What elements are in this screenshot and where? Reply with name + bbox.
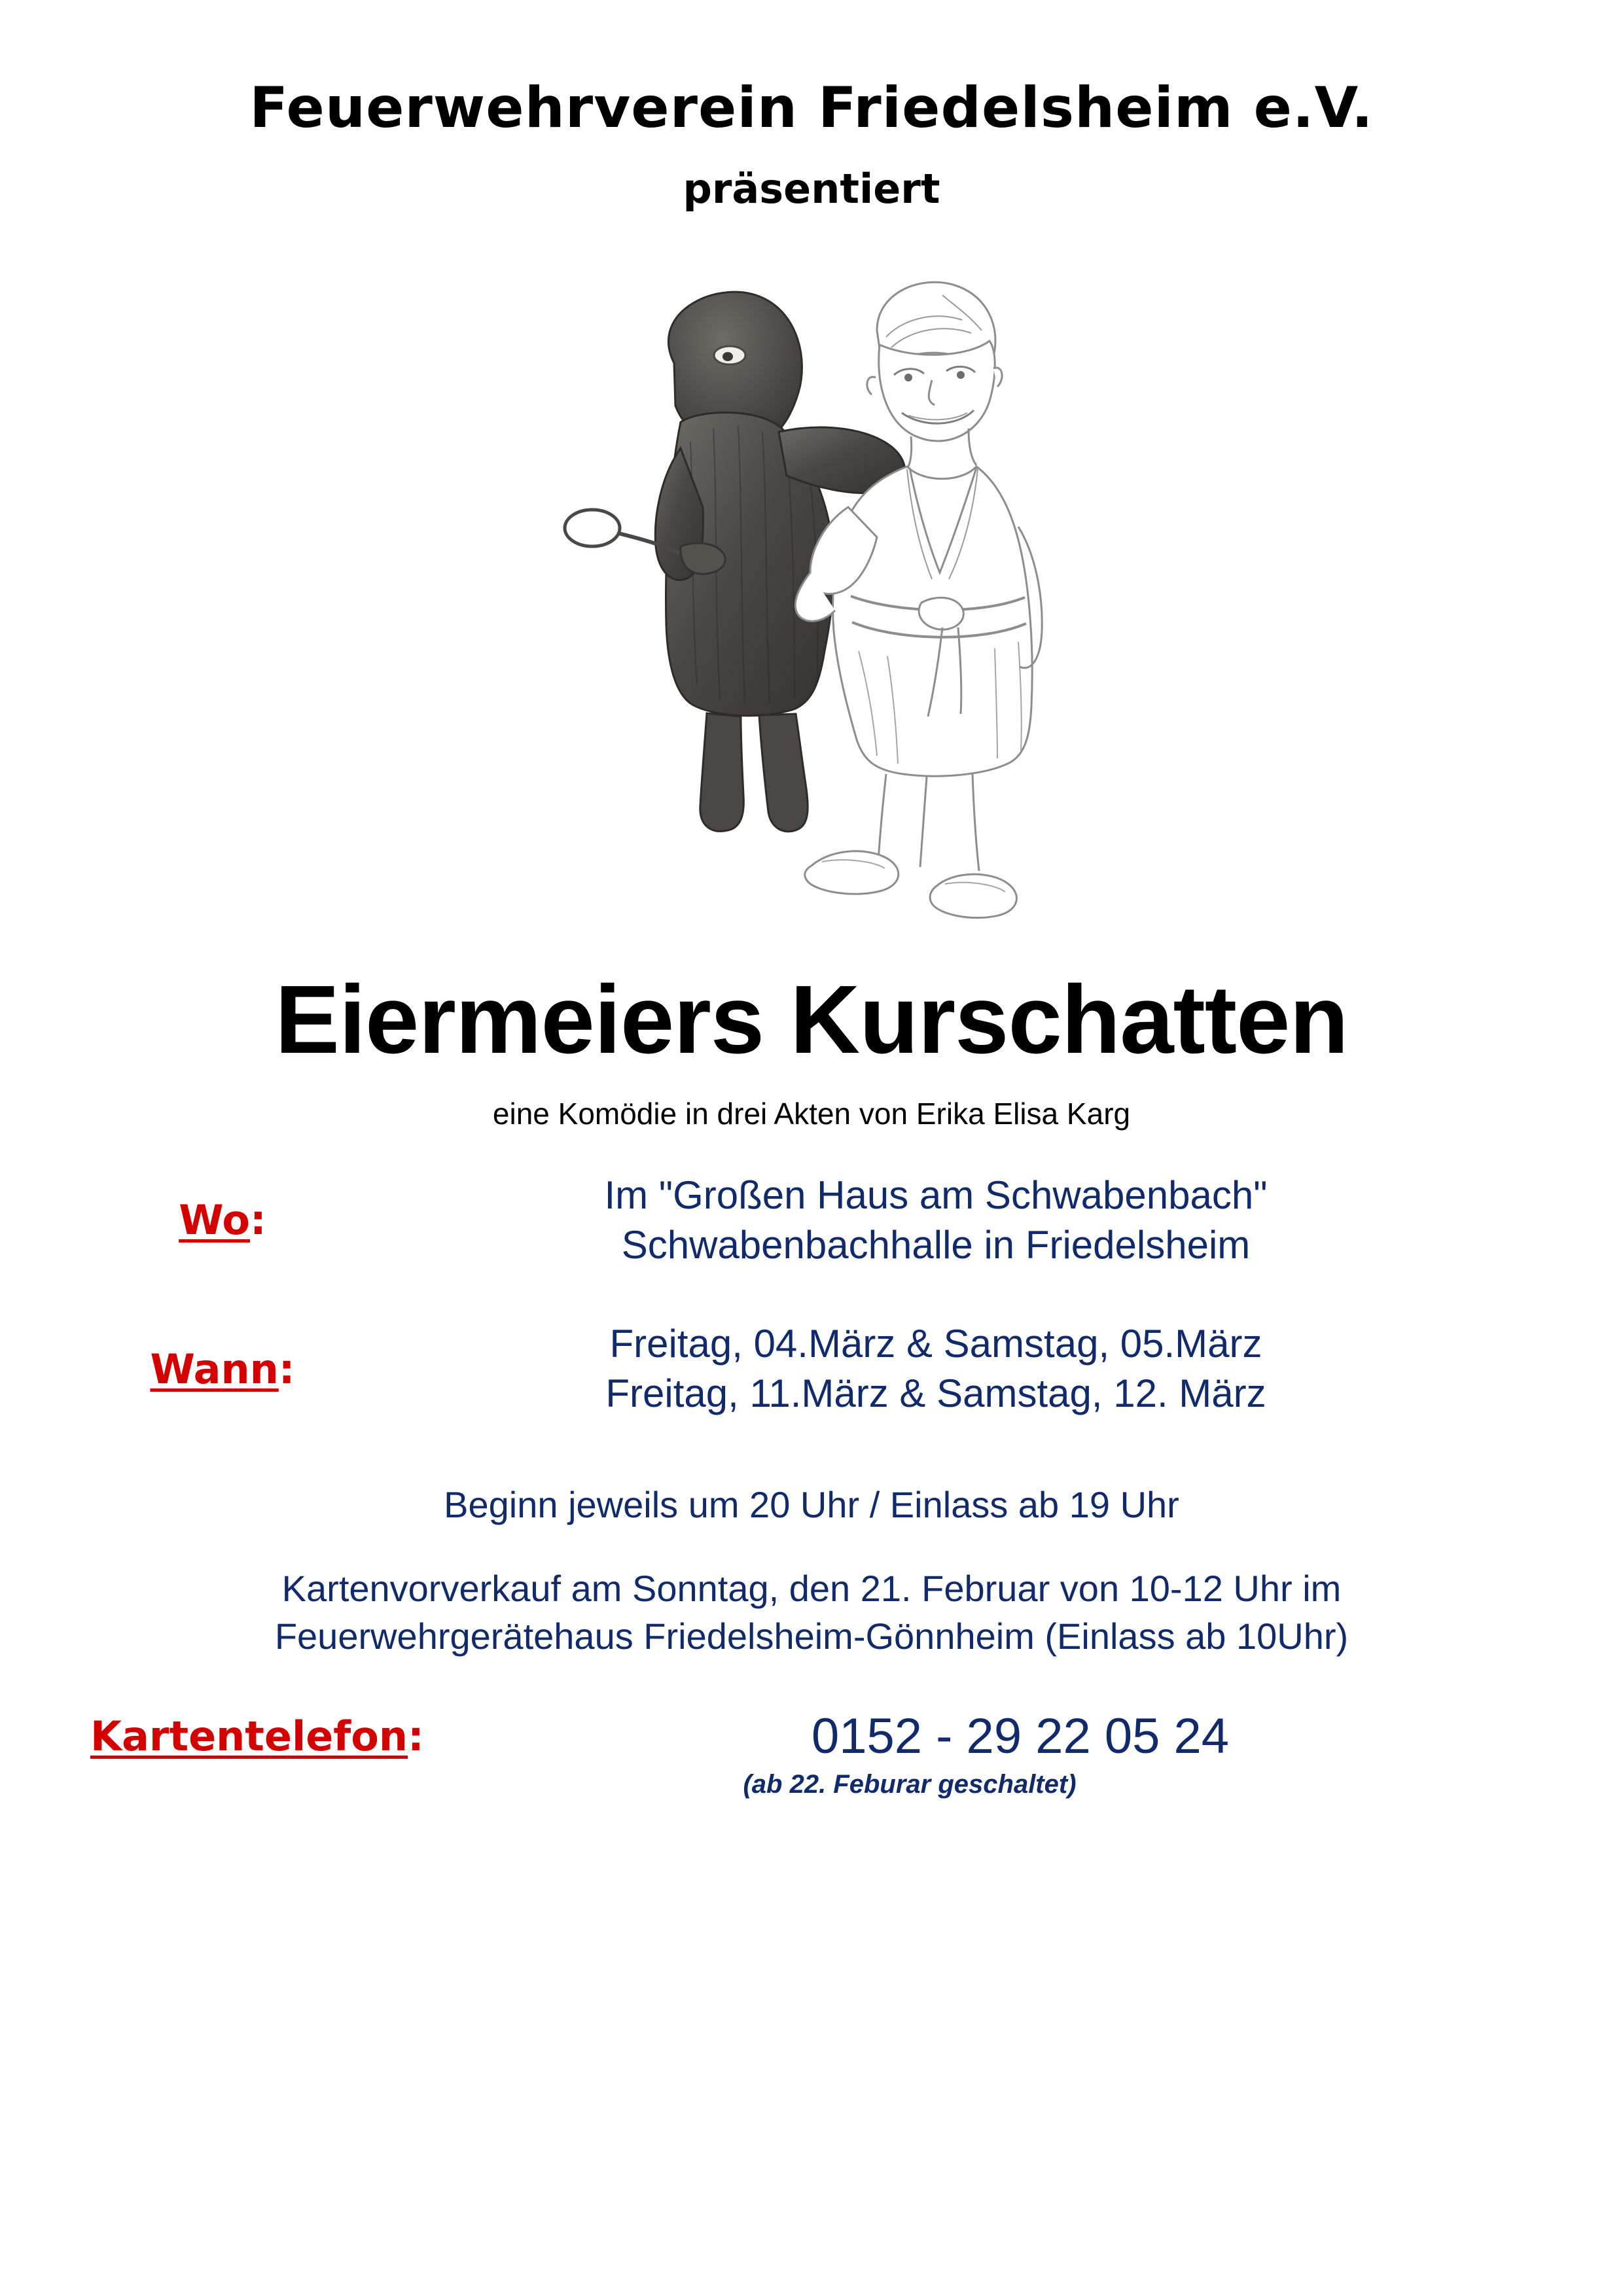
- when-line-2: Freitag, 11.März & Samstag, 12. März: [605, 1371, 1266, 1416]
- ticket-phone-label: [79, 1712, 548, 1760]
- ticket-phone-row: [79, 1708, 1544, 1765]
- ticket-phone-colon: :: [407, 1712, 424, 1761]
- where-line-2: Schwabenbachhalle in Friedelsheim: [621, 1222, 1251, 1267]
- where-label-text: Wo: [179, 1196, 250, 1245]
- play-subtitle: eine Komödie in drei Akten von Erika Elisa Karg: [492, 1097, 1131, 1131]
- ticket-phone-note: (ab 22. Feburar geschaltet): [743, 1770, 1077, 1799]
- where-value: [366, 1171, 1544, 1269]
- where-colon: :: [249, 1196, 266, 1245]
- spacer-3: [79, 1528, 1544, 1565]
- start-time-line: Beginn jeweils um 20 Uhr / Einlass ab 19 Uhr: [444, 1483, 1179, 1525]
- when-colon: :: [278, 1345, 295, 1393]
- spacer-2: [79, 1445, 1544, 1481]
- when-line-1: Freitag, 04.März & Samstag, 05.März: [609, 1322, 1262, 1366]
- where-label: [79, 1196, 366, 1244]
- when-row: [79, 1319, 1544, 1418]
- info-block: [79, 1171, 1544, 1799]
- ticket-phone-label-text: Kartentelefon: [90, 1712, 408, 1761]
- presents-text: präsentiert: [683, 165, 940, 213]
- play-title: Eiermeiers Kurschatten: [275, 966, 1348, 1074]
- when-label: [79, 1345, 366, 1393]
- illustration: [484, 232, 1139, 991]
- presale-line-1: Kartenvorverkauf am Sonntag, den 21. Februar von 10-12 Uhr im: [281, 1568, 1342, 1610]
- organization-name: Feuerwehrverein Friedelsheim e.V.: [249, 75, 1374, 141]
- where-row: [79, 1171, 1544, 1269]
- spacer-1: [79, 1296, 1544, 1319]
- where-line-1: Im "Großen Haus am Schwabenbach": [604, 1173, 1268, 1218]
- when-label-text: Wann: [150, 1345, 279, 1393]
- presale-line-2: Feuerwehrgerätehaus Friedelsheim-Gönnheim (Einlass ab 10Uhr): [274, 1616, 1349, 1657]
- ticket-phone-number[interactable]: 0152 - 29 22 05 24: [811, 1708, 1230, 1765]
- sketch-illustration-svg: [484, 232, 1139, 991]
- when-value: [366, 1319, 1544, 1418]
